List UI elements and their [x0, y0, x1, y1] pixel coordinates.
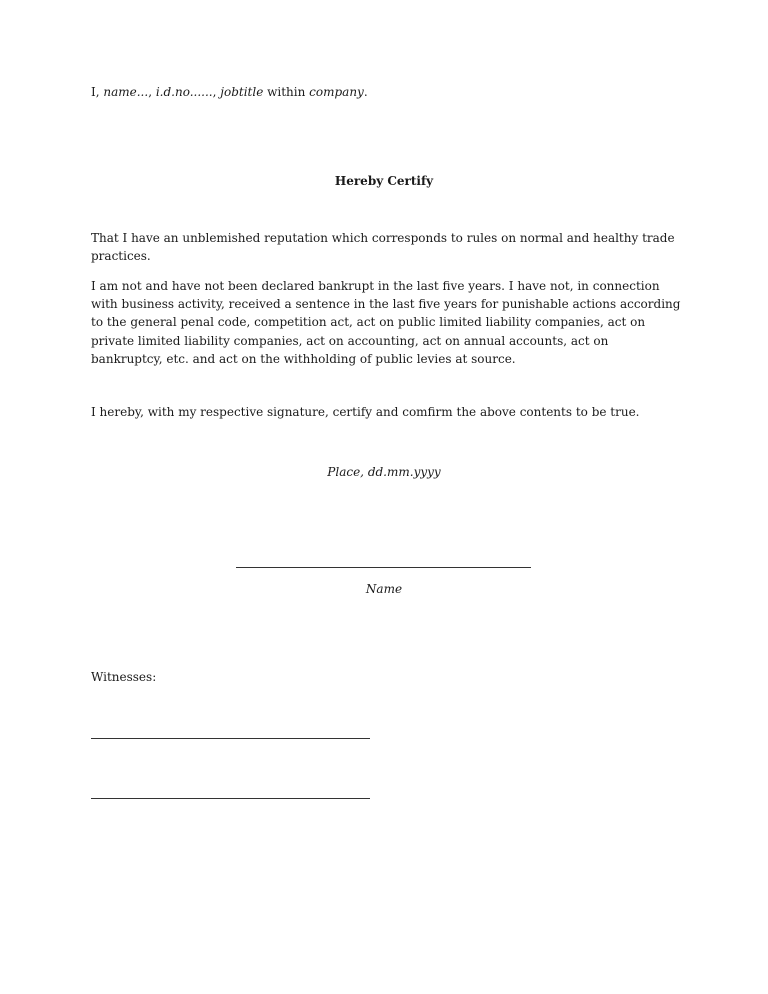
id-number-placeholder: i.d.no......	[155, 85, 213, 99]
intro-prefix: I,	[91, 85, 104, 99]
reputation-paragraph: That I have an unblemished reputation which corresponds to rules on normal and healthy trade practices.	[91, 231, 675, 264]
intro-sep-1: ,	[148, 85, 156, 99]
place-date: Place, dd.mm.yyyy	[327, 465, 441, 479]
signature-name: Name	[365, 582, 403, 596]
intro-end: .	[363, 85, 368, 99]
document-heading: Hereby Certify	[334, 174, 434, 188]
name-placeholder: name...	[103, 85, 149, 99]
intro-sep-2: ,	[212, 85, 221, 99]
intro-within: within	[263, 85, 310, 99]
witness-signature-line-1	[91, 738, 370, 739]
bankruptcy-paragraph: I am not and have not been declared bankrupt in the last five years. I have not, in connection with business activity, received a sentence in the last five years for punishable actions according to the general penal code, competition act, act on public limited liability companies, act on private limited liability companies, act on accounting, act on annual accounts, act on bankruptcy, etc. and act on the withholding of public levies at source.	[91, 279, 681, 366]
witnesses-label: Witnesses:	[91, 670, 157, 684]
witness-signature-line-2	[91, 798, 370, 799]
signature-line	[236, 567, 531, 568]
jobtitle-placeholder: jobtitle	[220, 85, 264, 99]
company-placeholder: company	[309, 85, 364, 99]
intro-line	[91, 83, 681, 101]
certification-paragraph: I hereby, with my respective signature, certify and comfirm the above contents to be true.	[91, 405, 640, 419]
